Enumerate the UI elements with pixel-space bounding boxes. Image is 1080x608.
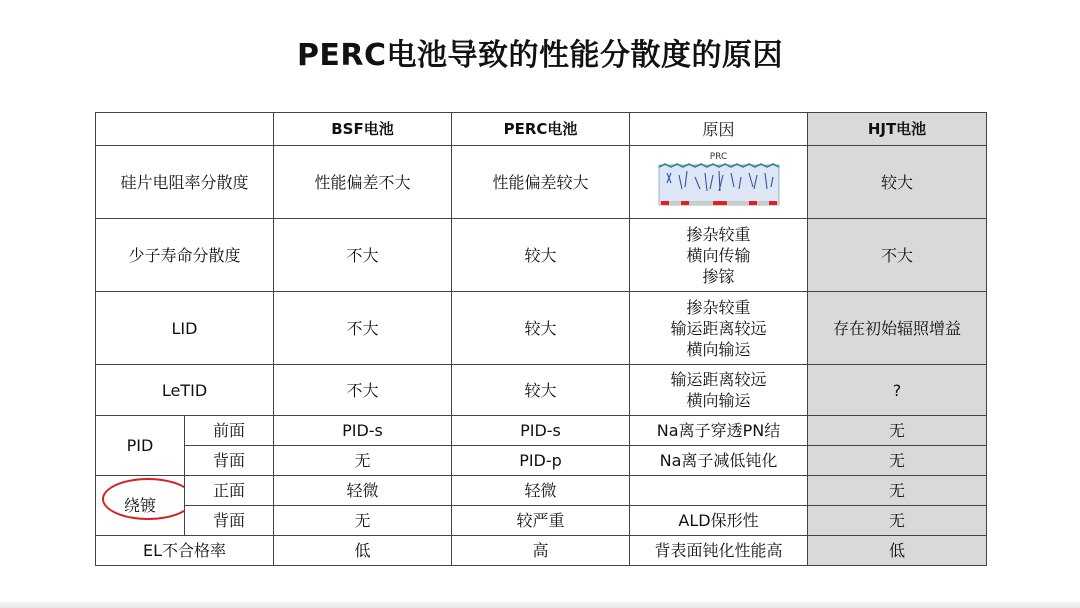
bsf-cell: 不大 [274, 219, 452, 292]
reason-line: 输运距离较远 [670, 318, 767, 338]
table-row [96, 292, 987, 365]
perc-cell: 较大 [452, 219, 630, 292]
row-label: LeTID [96, 365, 274, 416]
reason-line: 掺杂较重 [686, 224, 751, 244]
hjt-cell: 低 [808, 536, 987, 566]
perc-cell: 轻微 [452, 476, 630, 506]
perc-cell: PID-p [452, 446, 630, 476]
reason-line: 掺杂较重 [686, 297, 751, 317]
hjt-cell: 无 [808, 446, 987, 476]
perc-cell: 性能偏差较大 [452, 146, 630, 219]
reason-cell: 背表面钝化性能高 [630, 536, 808, 566]
reason-cell [630, 476, 808, 506]
row-label: 硅片电阻率分散度 [96, 146, 274, 219]
header-bsf: BSF电池 [274, 113, 452, 146]
reason-cell: ALD保形性 [630, 506, 808, 536]
row-label: LID [96, 292, 274, 365]
table-row [96, 146, 987, 219]
table-row [96, 506, 987, 536]
hjt-cell: 无 [808, 416, 987, 446]
reason-line: 横向输运 [686, 339, 751, 359]
bsf-cell: PID-s [274, 416, 452, 446]
table-row [96, 219, 987, 292]
row-label: 少子寿命分散度 [96, 219, 274, 292]
header-corner [96, 113, 274, 146]
table-row [96, 476, 987, 506]
reason-cell [630, 292, 808, 365]
red-circle-highlight [102, 478, 185, 520]
sub-label: 正面 [185, 476, 274, 506]
header-row [96, 113, 987, 146]
perc-cell: 较大 [452, 292, 630, 365]
hjt-cell: 无 [808, 476, 987, 506]
bsf-cell: 不大 [274, 292, 452, 365]
diagram-label: PRC [709, 152, 728, 162]
hjt-cell: ? [808, 365, 987, 416]
sub-label: 前面 [185, 416, 274, 446]
bsf-cell: 轻微 [274, 476, 452, 506]
bsf-cell: 无 [274, 446, 452, 476]
hjt-cell: 无 [808, 506, 987, 536]
perc-cell: PID-s [452, 416, 630, 446]
sub-label: 背面 [185, 446, 274, 476]
group-label-rao [96, 476, 185, 536]
hjt-cell: 存在初始辐照增益 [808, 292, 987, 365]
highlighted-label [124, 495, 156, 516]
header-reason: 原因 [630, 113, 808, 146]
comparison-table [95, 112, 987, 566]
table-row [96, 536, 987, 566]
perc-cell: 较严重 [452, 506, 630, 536]
reason-line: 横向传输 [686, 245, 751, 265]
table-row [96, 446, 987, 476]
hjt-cell: 不大 [808, 219, 987, 292]
bsf-cell: 低 [274, 536, 452, 566]
sub-label: 背面 [185, 506, 274, 536]
slide-bottom-edge [0, 602, 1080, 608]
row-label: EL不合格率 [96, 536, 274, 566]
reason-line: 输运距离较远 [670, 370, 767, 389]
perc-cell: 较大 [452, 365, 630, 416]
reason-line: 掺镓 [702, 266, 735, 286]
reason-cell [630, 146, 808, 219]
bsf-cell: 不大 [274, 365, 452, 416]
header-perc: PERC电池 [452, 113, 630, 146]
reason-line: 横向输运 [686, 391, 751, 410]
reason-cell [630, 365, 808, 416]
perc-cell-diagram [657, 151, 781, 213]
table-row [96, 365, 987, 416]
bsf-cell: 无 [274, 506, 452, 536]
perc-cell: 高 [452, 536, 630, 566]
rao-label-text: 绕镀 [123, 496, 156, 515]
bsf-cell: 性能偏差不大 [274, 146, 452, 219]
reason-cell: Na离子减低钝化 [630, 446, 808, 476]
reason-cell [630, 219, 808, 292]
header-hjt: HJT电池 [808, 113, 987, 146]
hjt-cell: 较大 [808, 146, 987, 219]
group-label-pid: PID [96, 416, 185, 476]
table-row [96, 416, 987, 446]
reason-cell: Na离子穿透PN结 [630, 416, 808, 446]
slide-title: PERC电池导致的性能分散度的原因 [296, 38, 784, 73]
